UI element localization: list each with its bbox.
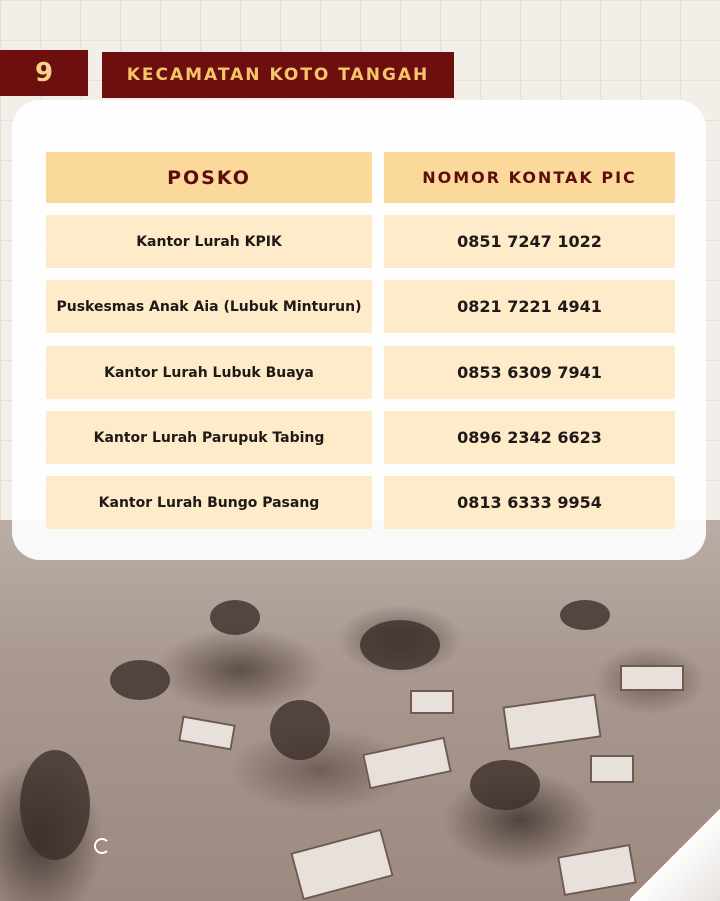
section-title: KECAMATAN KOTO TANGAH bbox=[126, 65, 430, 85]
table-header-contact bbox=[384, 152, 675, 203]
table-cell-phone bbox=[384, 215, 675, 268]
table-cell-phone bbox=[384, 280, 675, 333]
header-label-posko: POSKO bbox=[167, 166, 251, 189]
table-header-posko bbox=[46, 152, 372, 203]
posko-name: Kantor Lurah Lubuk Buaya bbox=[104, 364, 314, 381]
posko-name: Kantor Lurah KPIK bbox=[136, 233, 282, 250]
loading-spinner-icon bbox=[94, 838, 110, 854]
table-cell-posko bbox=[46, 476, 372, 529]
phone-number: 0851 7247 1022 bbox=[457, 232, 602, 251]
table-cell-phone bbox=[384, 411, 675, 464]
table-cell-phone bbox=[384, 346, 675, 399]
section-number-badge bbox=[0, 50, 88, 96]
posko-name: Kantor Lurah Parupuk Tabing bbox=[93, 429, 325, 446]
phone-number: 0896 2342 6623 bbox=[457, 428, 602, 447]
phone-number: 0821 7221 4941 bbox=[457, 297, 602, 316]
table-cell-posko bbox=[46, 411, 372, 464]
page-curl-icon[interactable] bbox=[630, 806, 720, 901]
table-cell-posko bbox=[46, 280, 372, 333]
table-cell-phone bbox=[384, 476, 675, 529]
posko-name: Puskesmas Anak Aia (Lubuk Minturun) bbox=[56, 298, 362, 315]
table-cell-posko bbox=[46, 346, 372, 399]
posko-name: Kantor Lurah Bungo Pasang bbox=[98, 494, 320, 511]
phone-number: 0853 6309 7941 bbox=[457, 363, 602, 382]
table-cell-posko bbox=[46, 215, 372, 268]
phone-number: 0813 6333 9954 bbox=[457, 493, 602, 512]
header-label-contact: NOMOR KONTAK PIC bbox=[422, 168, 637, 187]
section-title-banner bbox=[102, 52, 454, 98]
section-number: 9 bbox=[34, 58, 54, 88]
